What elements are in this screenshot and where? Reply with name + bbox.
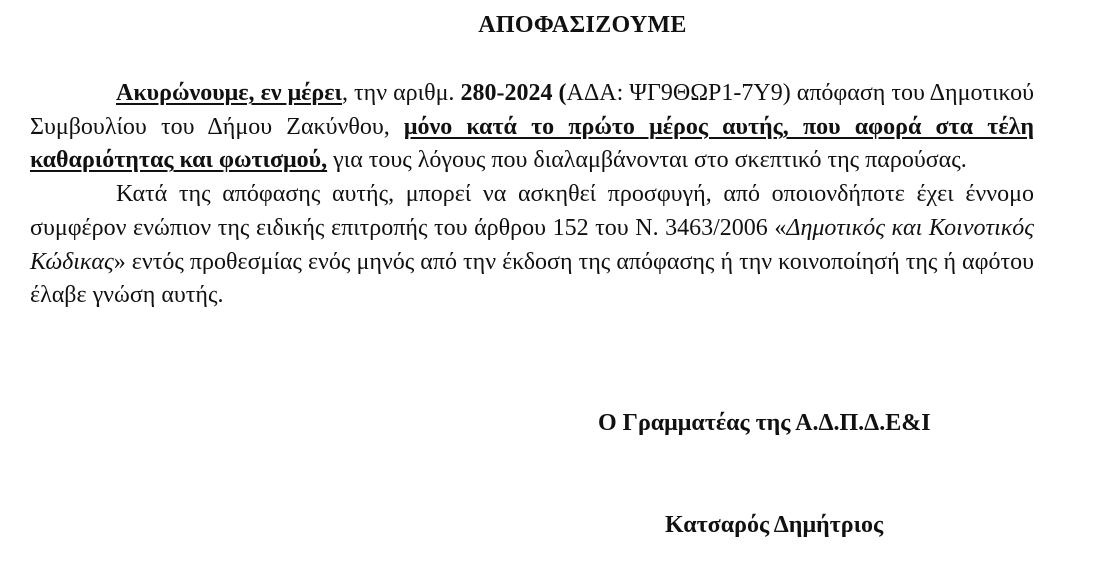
paragraph1-text-1: , την αριθμ.	[341, 80, 461, 106]
paragraph1-text-2: (	[552, 80, 567, 106]
decision-heading: ΑΠΟΦΑΣΙΖΟΥΜΕ	[478, 12, 687, 38]
signature-name: Κατσαρός Δημήτριος	[665, 512, 884, 538]
paragraph-appeal	[30, 178, 1034, 313]
decision-number: 280-2024	[460, 80, 553, 106]
signature-title: Ο Γραμματέας της Α.Δ.Π.Δ.Ε&Ι	[598, 410, 931, 436]
paragraph1-text-3: απόφαση του Δημοτικού Συμβουλίου του Δήμου Ζακύνθου,	[30, 80, 1035, 140]
annulment-lead: Ακυρώνουμε, εν μέρει	[116, 80, 342, 106]
paragraph-annulment	[30, 77, 1034, 178]
municipal-code-title: Δημοτικός και Κοινοτικός Κώδικας	[30, 214, 1034, 275]
decision-body	[30, 77, 1034, 313]
paragraph2-text-2: » εντός προθεσμίας ενός μηνός από την έκδοση της απόφασης ή την κοινοποίησή της ή αφότου έλαβε γνώση αυτής.	[30, 248, 1034, 309]
ada-code: ΑΔΑ: ΨΓ9ΘΩΡ1-7Υ9)	[566, 80, 791, 106]
annulment-scope: μόνο κατά το πρώτο μέρος αυτής, που αφορά στα τέλη καθαριότητας και φωτισμού,	[30, 113, 1034, 174]
paragraph2-text-1: Κατά της απόφασης αυτής, μπορεί να ασκηθεί προσφυγή, από οποιονδήποτε έχει έννομο συμφέρον ενώπιον της ειδικής επιτροπής του άρθρου 152 του Ν. 3463/2006 «	[30, 181, 1034, 241]
paragraph1-text-4: για τους λόγους που διαλαμβάνονται στο σκεπτικό της παρούσας.	[327, 147, 967, 174]
